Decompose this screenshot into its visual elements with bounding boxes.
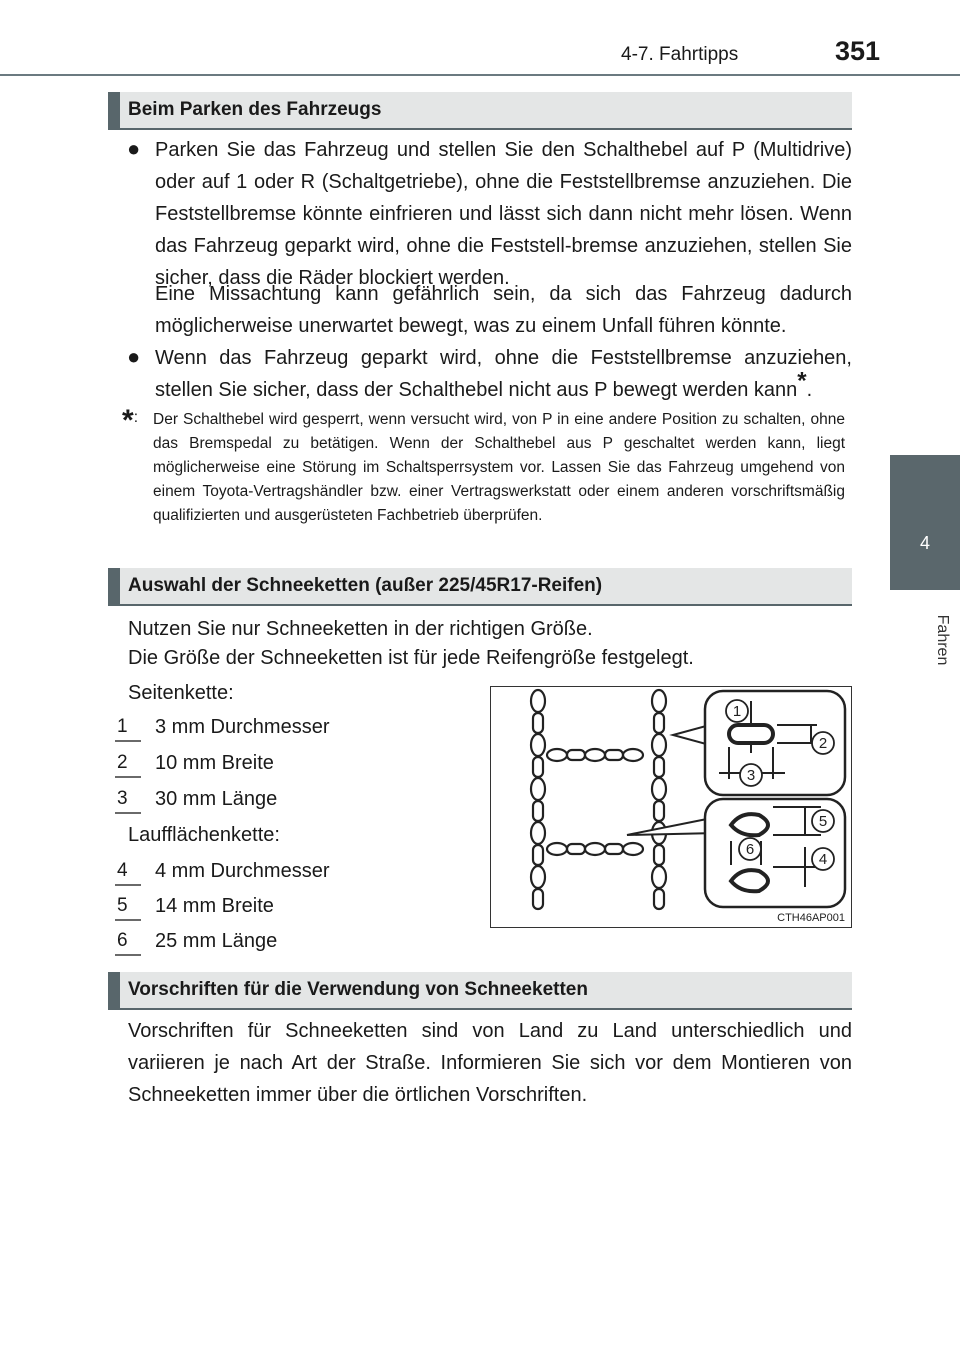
parking-paragraph-1-cont: Eine Missachtung kann gefährlich sein, da sich das Fahrzeug dadurch möglicherweise unerwartet bewegt, was zu einem Unfall führen könnte. <box>155 283 852 337</box>
rules-paragraph: Vorschriften für Schneeketten sind von Land zu Land unterschiedlich und variieren je nach Art der Straße. Informieren Sie sich vor dem Montieren von Schneeketten immer über die örtlichen Vorschriften. <box>128 1020 852 1106</box>
header-divider <box>0 74 960 76</box>
spec-text: 30 mm Länge <box>155 788 278 810</box>
callout-6: 6 <box>745 841 755 858</box>
heading-bar <box>108 568 120 604</box>
bullet-icon: ● <box>127 344 141 369</box>
footnote-label: *: <box>122 404 138 437</box>
callout-2: 2 <box>818 735 828 752</box>
side-chain-label: Seitenkette: <box>128 682 234 704</box>
spec-text: 4 mm Durchmesser <box>155 860 330 882</box>
running-header-section: 4-7. Fahrtipps <box>621 44 739 65</box>
chapter-label <box>905 605 951 675</box>
footnote-marker: * <box>797 367 807 395</box>
parking-paragraph-2-end: . <box>806 379 813 401</box>
spec-text: 10 mm Breite <box>155 752 274 774</box>
section-heading-chains <box>108 568 852 606</box>
figure-code: CTH46AP001 <box>777 912 845 924</box>
spec-text: 14 mm Breite <box>155 895 274 917</box>
heading-bar <box>108 972 120 1008</box>
chapter-label-text: Fahren <box>934 614 951 666</box>
chapter-tab <box>890 455 960 590</box>
footnote-star: * <box>122 404 134 437</box>
section-heading-text: Auswahl der Schneeketten (außer 225/45R17-Reifen) <box>128 575 603 596</box>
heading-bar <box>108 92 120 128</box>
tread-chain-label: Laufflächenkette: <box>128 824 280 846</box>
parking-paragraph-1: Parken Sie das Fahrzeug und stellen Sie den Schalthebel auf P (Multidrive) oder auf 1 oder R (Schaltgetriebe), ohne die Feststellbremse anzuziehen. Die Feststellbremse könnte einfrieren und lässt sich dann nicht mehr lösen. Wenn das Fahrzeug geparkt wird, ohne die Feststell-bremse anzuziehen, stellen Sie sicher, dass die Räder blockiert werden. <box>155 139 852 289</box>
callout-3: 3 <box>746 767 756 784</box>
spec-number: 1 <box>115 716 143 742</box>
parking-paragraph-2-text: Wenn das Fahrzeug geparkt wird, ohne die Feststellbremse anzuziehen, stellen Sie sicher, dass der Schalthebel nicht aus P bewegt werden kann <box>155 347 852 401</box>
callout-5: 5 <box>818 813 828 830</box>
parking-paragraph-2 <box>155 342 852 406</box>
spec-number: 6 <box>115 930 143 956</box>
snow-chain-figure <box>490 686 852 928</box>
section-heading-rules <box>108 972 852 1010</box>
chains-line-1: Nutzen Sie nur Schneeketten in der richtigen Größe. <box>128 618 593 640</box>
spec-text: 25 mm Länge <box>155 930 278 952</box>
spec-text: 3 mm Durchmesser <box>155 716 330 738</box>
spec-number: 4 <box>115 860 143 886</box>
snow-chain-diagram <box>491 687 850 926</box>
section-heading-parking <box>108 92 852 130</box>
callout-1: 1 <box>732 703 742 720</box>
callout-4: 4 <box>818 851 828 868</box>
spec-number: 3 <box>115 788 143 814</box>
section-heading-text: Vorschriften für die Verwendung von Schneeketten <box>128 979 588 1000</box>
page-number: 351 <box>835 36 881 66</box>
footnote-text: Der Schalthebel wird gesperrt, wenn versucht wird, von P in eine andere Position zu schalten, ohne das Bremspedal zu betätigen. Wenn der Schalthebel aus P geschaltet werden kann, liegt möglicherweise eine Störung im Schaltsperrsystem vor. Lassen Sie das Fahrzeug umgehend von einem Toyota-Vertragshändler bzw. einer Vertragswerkstatt oder einem anderen vorschriftsmäßig qualifizierten und ausgerüsteten Fachbetrieb überprüfen. <box>153 411 845 524</box>
bullet-icon: ● <box>127 136 141 161</box>
spec-number: 5 <box>115 895 143 921</box>
chapter-number: 4 <box>919 533 930 553</box>
section-heading-text: Beim Parken des Fahrzeugs <box>128 99 382 120</box>
chains-line-2: Die Größe der Schneeketten ist für jede Reifengröße festgelegt. <box>128 647 694 669</box>
spec-number: 2 <box>115 752 143 778</box>
